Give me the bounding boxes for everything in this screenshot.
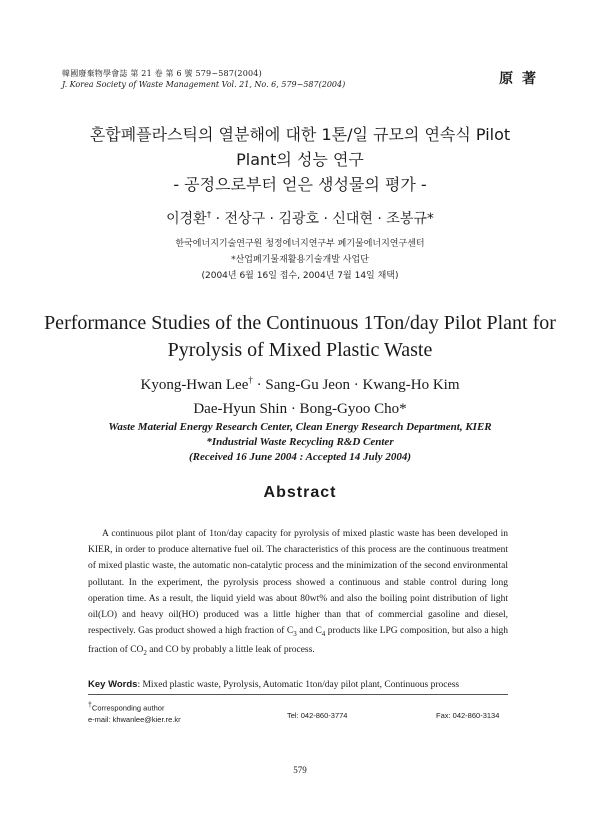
english-authors bbox=[0, 368, 600, 421]
korean-authors bbox=[0, 208, 600, 228]
footnote bbox=[88, 700, 181, 725]
footnote-mark: † bbox=[88, 702, 92, 709]
english-authors-rest: · Sang-Gu Jeon · Kwang-Ho Kim bbox=[252, 377, 460, 393]
keywords-text: : Mixed plastic waste, Pyrolysis, Automatic 1ton/day pilot plant, Continuous process bbox=[137, 680, 460, 690]
english-author-1: Kyong-Hwan Lee bbox=[140, 377, 249, 393]
korean-affiliation-2: *산업폐기물재활용기술개발 사업단 bbox=[231, 255, 369, 265]
korean-authors-rest: · 전상구 · 김광호 · 신대현 · 조봉규* bbox=[211, 211, 434, 227]
abstract-text-part3: products like LPG composition, but also a high fraction of CO bbox=[88, 626, 508, 656]
english-affiliations bbox=[0, 420, 600, 465]
subscript-co2: 2 bbox=[143, 649, 147, 658]
korean-title-line2: Plant의 성능 연구 bbox=[236, 150, 364, 169]
footnote-label: Corresponding author bbox=[91, 703, 165, 713]
korean-author-1: 이경환 bbox=[166, 211, 207, 227]
journal-citation-english: J. Korea Society of Waste Management Vol. 21, No. 6, 579~587(2004) bbox=[62, 80, 346, 89]
abstract-text-part1: A continuous pilot plant of 1ton/day capacity for pyrolysis of mixed plastic waste has been developed in KIER, in order to produce alternative fuel oil. The characteristics of this process are the continuous treatment of mixed plastic waste, the automatic non-catalytic process and the minimization of the second environmental pollutant. In the experiment, the pyrolysis process showed a continuous and stable control during long operation time. As a result, the liquid yield was about 80wt% and also the boiling point distribution of light oil(LO) and heavy oil(HO) produced was a little higher than that of commercial gasoline and diesel, respectively. Gas product showed a high fraction of C bbox=[88, 529, 508, 637]
journal-citation-korean: 韓國廢棄物學會誌 第 21 卷 第 6 號 579~587(2004) bbox=[62, 69, 262, 78]
abstract-heading: Abstract bbox=[263, 484, 337, 501]
korean-title-line1: 혼합폐플라스틱의 열분해에 대한 1톤/일 규모의 연속식 Pilot bbox=[89, 125, 511, 144]
abstract-text-part4: and CO by probably a little leak of process. bbox=[146, 645, 315, 656]
section-label: 原 著 bbox=[499, 71, 538, 87]
english-affiliation-1: Waste Material Energy Research Center, Clean Energy Research Department, KIER bbox=[108, 421, 492, 433]
footnote-tel: Tel: 042-860-3774 bbox=[287, 711, 348, 720]
english-affiliation-2: *Industrial Waste Recycling R&D Center bbox=[206, 436, 394, 448]
keywords-divider bbox=[88, 694, 508, 695]
english-title-line1: Performance Studies of the Continuous 1Ton/day Pilot Plant for bbox=[44, 312, 556, 334]
footnote-email: e-mail: khwanlee@kier.re.kr bbox=[88, 714, 181, 724]
english-corresponding-mark: † bbox=[248, 375, 253, 385]
keywords-label: Key Words bbox=[88, 679, 138, 690]
english-title bbox=[0, 310, 600, 364]
page-number: 579 bbox=[293, 765, 307, 775]
english-received-dates: (Received 16 June 2004 : Accepted 14 July 2004) bbox=[189, 451, 411, 463]
corresponding-mark: † bbox=[206, 210, 212, 221]
abstract-text-part2: and C bbox=[296, 626, 322, 637]
korean-affiliations bbox=[0, 236, 600, 284]
english-authors-line2: Dae-Hyun Shin · Bong-Gyoo Cho* bbox=[193, 401, 407, 417]
korean-received-dates: (2004년 6월 16일 접수, 2004년 7월 14일 채택) bbox=[201, 271, 399, 281]
english-authors-line1 bbox=[0, 368, 600, 397]
korean-title bbox=[0, 122, 600, 197]
english-title-line2: Pyrolysis of Mixed Plastic Waste bbox=[167, 339, 433, 361]
korean-affiliation-1: 한국에너지기술연구원 청정에너지연구부 폐기물에너지연구센터 bbox=[175, 239, 425, 249]
footnote-label-line bbox=[88, 700, 181, 714]
korean-subtitle: - 공정으로부터 얻은 생성물의 평가 - bbox=[173, 175, 427, 194]
journal-header bbox=[62, 68, 345, 90]
subscript-c4: 4 bbox=[321, 630, 326, 639]
abstract-text bbox=[88, 526, 508, 661]
subscript-c3: 3 bbox=[293, 630, 297, 639]
keywords bbox=[88, 679, 508, 690]
footnote-fax: Fax: 042-860-3134 bbox=[436, 711, 500, 720]
